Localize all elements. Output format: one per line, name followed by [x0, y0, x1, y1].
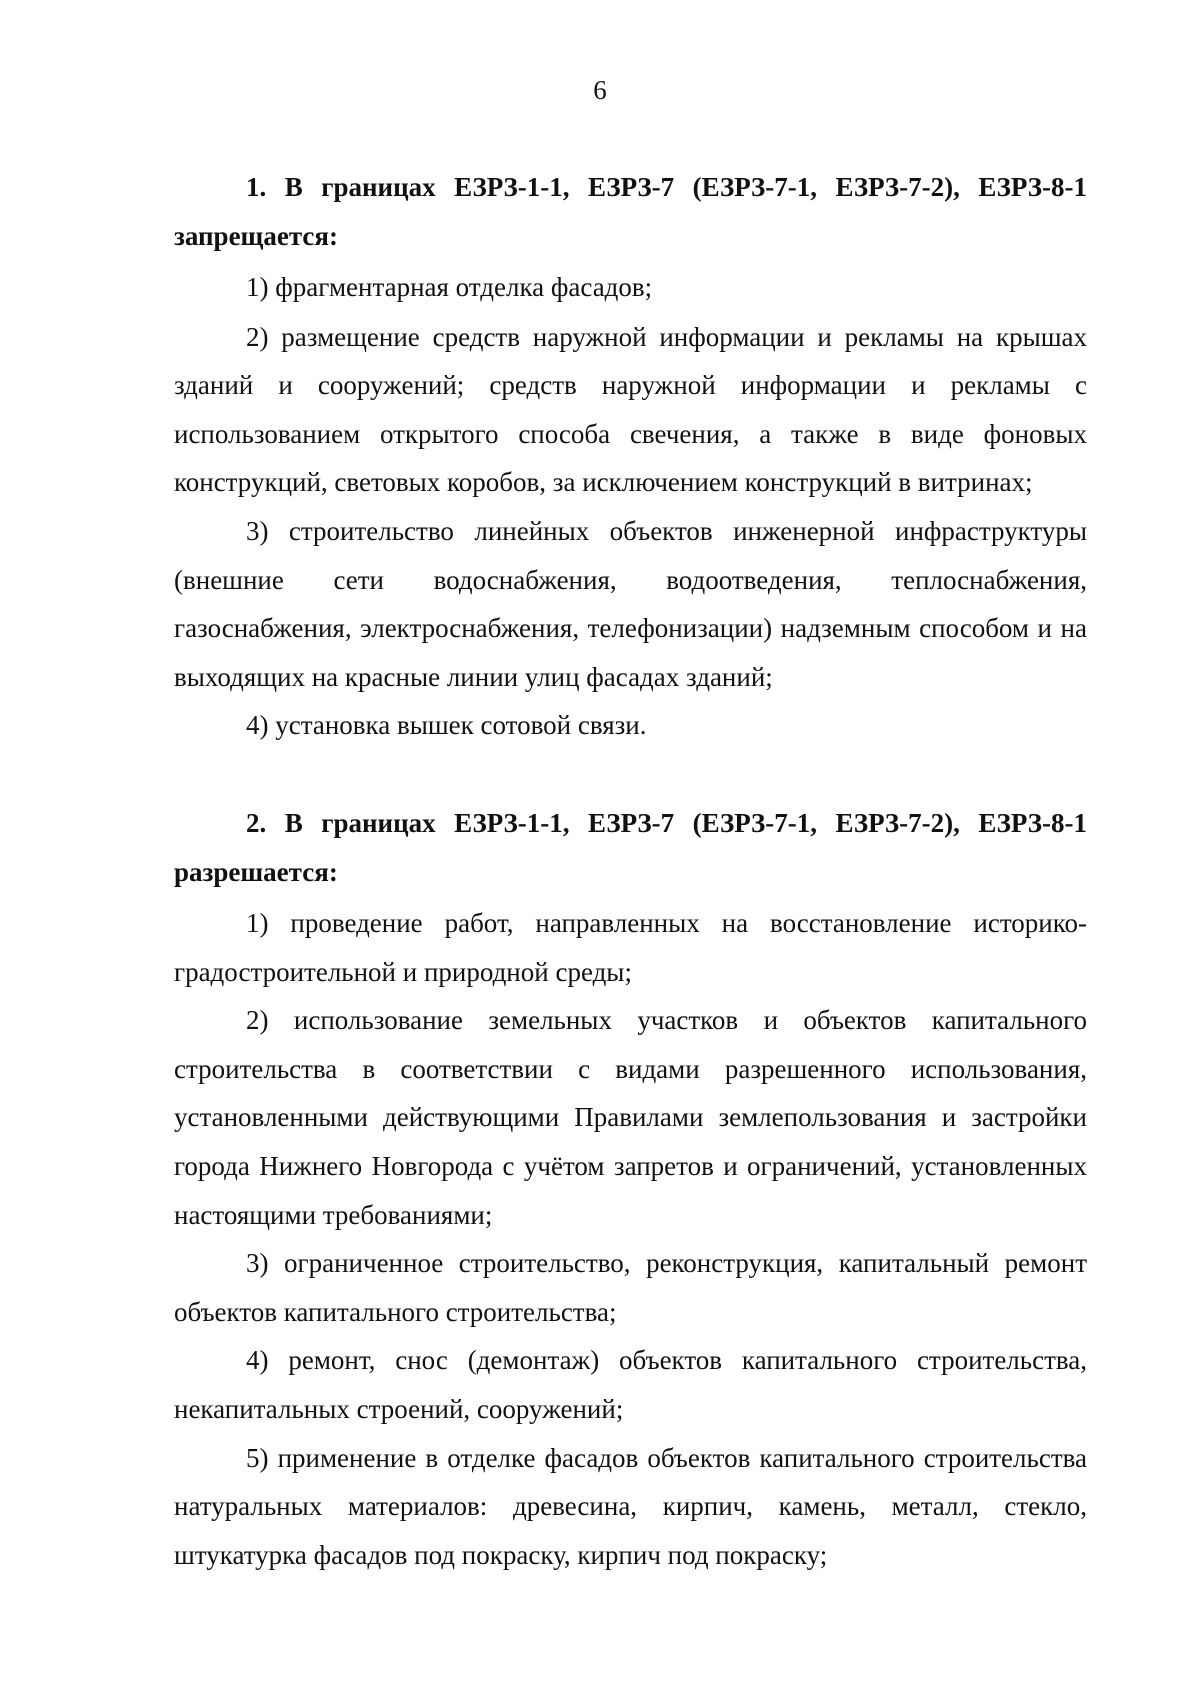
list-item: 3) ограниченное строительство, реконструкция, капитальный ремонт объектов капитального строительства; [174, 1248, 1087, 1327]
page-number: 6 [593, 75, 607, 105]
list-item: 2) размещение средств наружной информации и рекламы на крышах зданий и сооружений; средств наружной информации и рекламы с использованием открытого способа свечения, а также в виде фоновых конструкций, световых коробов, за исключением конструкций в витринах; [174, 321, 1087, 498]
section-heading: 2. В границах ЕЗРЗ-1-1, ЕЗРЗ-7 (ЕЗРЗ-7-1, ЕЗРЗ-7-2), ЕЗРЗ-8-1 разрешается: [174, 808, 1087, 887]
section-prohibited [174, 163, 1087, 750]
list-item: 1) проведение работ, направленных на восстановление историко-градостроительной и природной среды; [174, 908, 1087, 987]
section-heading: 1. В границах ЕЗРЗ-1-1, ЕЗРЗ-7 (ЕЗРЗ-7-1, ЕЗРЗ-7-2), ЕЗРЗ-8-1 запрещается: [174, 172, 1087, 251]
list-item: 2) использование земельных участков и объектов капитального строительства в соответствии с видами разрешенного использования, установленными действующими Правилами землепользования и застройки города Нижнего Новгорода с учётом запретов и ограничений, установленных настоящими требованиями; [174, 1005, 1087, 1230]
list-item: 1) фрагментарная отделка фасадов; [246, 272, 653, 302]
list-item: 4) ремонт, снос (демонтаж) объектов капитального строительства, некапитальных строений, сооружений; [174, 1345, 1087, 1424]
section-permitted [174, 799, 1087, 1579]
list-item: 3) строительство линейных объектов инженерной инфраструктуры (внешние сети водоснабжения, водоотведения, теплоснабжения, газоснабжения, электроснабжения, телефонизации) надземным способом и на выходящих на красные линии улиц фасадах зданий; [174, 515, 1087, 692]
list-item: 4) установка вышек сотовой связи. [246, 710, 647, 741]
list-item: 5) применение в отделке фасадов объектов капитального строительства натуральных материалов: древесина, кирпич, камень, металл, стекло, штукатурка фасадов под покраску, кирпич под покраску; [174, 1442, 1087, 1570]
